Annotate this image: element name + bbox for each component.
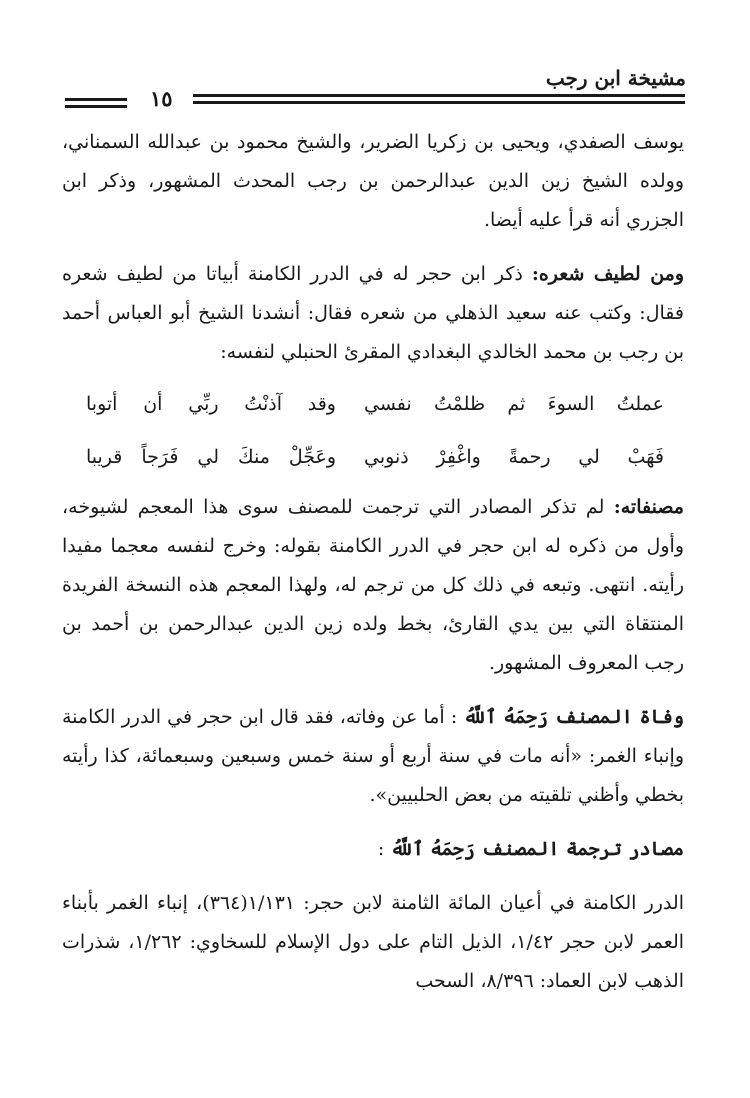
page-body bbox=[62, 123, 684, 1001]
paragraph-works bbox=[62, 488, 684, 683]
header-rule-right bbox=[193, 94, 685, 97]
verse-first-hemistich: عملتُ السوءَ ثم ظلمْتُ نفسي bbox=[364, 393, 664, 415]
header-rule-left bbox=[65, 98, 127, 101]
paragraph-text: يوسف الصفدي، ويحيى بن زكريا الضرير، والشيخ محمود بن عبدالله السمناني، وولده الشيخ زين الدين عبدالرحمن بن رجب المحدث المشهور، وذكر ابن الجزري أنه قرأ عليه أيضا. bbox=[62, 131, 684, 231]
poem-verse bbox=[62, 378, 684, 431]
section-heading-works: مصنفاته: bbox=[613, 496, 684, 518]
paragraph-text: : أما عن وفاته، فقد قال ابن حجر في الدرر الكامنة وإنباء الغمر: «أنه مات في سنة أربع أو سنة خمس وسبعين وسبعمائة، كذا رأيته بخطي وأظني تلقيته من بعض الحلبيين». bbox=[62, 706, 684, 806]
running-title: مشيخة ابن رجب bbox=[545, 66, 686, 90]
paragraph-sources-list bbox=[62, 884, 684, 1001]
section-heading-sources: مصادر ترجمة المصنف رَحِمَهُ ٱللَّهُ bbox=[390, 838, 684, 860]
poem-verse bbox=[62, 431, 684, 484]
paragraph-sources-heading bbox=[62, 830, 684, 869]
verse-second-hemistich: وقد آذنْتُ ربِّي أن أتوبا bbox=[86, 393, 336, 415]
paragraph-death bbox=[62, 698, 684, 815]
page-number: ١٥ bbox=[150, 86, 173, 111]
section-heading-death: وفاة المصنف رَحِمَهُ ٱللَّهُ bbox=[463, 706, 684, 728]
paragraph-text: ذكر ابن حجر له في الدرر الكامنة أبياتا من لطيف شعره فقال: وكتب عنه سعيد الذهلي من شعره فقال: أنشدنا الشيخ أبو العباس أحمد بن رجب بن محمد الخالدي البغدادي المقرئ الحنبلي لنفسه: bbox=[62, 263, 684, 363]
paragraph-text: لم تذكر المصادر التي ترجمت للمصنف سوى هذا المعجم لشيوخه، وأول من ذكره له ابن حجر في الدرر الكامنة بقوله: وخرج لنفسه معجما مفيدا رأيته. انتهى. وتبعه في ذلك كل من ترجم له، ولهذا المعجم هذه النسخة الفريدة المنتقاة التي بين يدي القارئ، بخط ولده زين الدين عبدالرحمن بن أحمد بن رجب المعروف المشهور. bbox=[62, 496, 684, 674]
verse-first-hemistich: فَهَبْ لي رحمةً واغْفِرْ ذنوبي bbox=[364, 446, 664, 468]
paragraph-students bbox=[62, 123, 684, 240]
header-rule-right-lower bbox=[193, 101, 685, 104]
paragraph-text: الدرر الكامنة في أعيان المائة الثامنة لابن حجر: ١/١٣١(٣٦٤)، إنباء الغمر بأبناء العمر لابن حجر ١/٤٢، الذيل التام على دول الإسلام للسخاوي: ١/٢٦٢، شذرات الذهب لابن العماد: ٨/٣٩٦، السحب bbox=[62, 892, 685, 992]
paragraph-text: : bbox=[377, 838, 385, 860]
paragraph-poetry-intro bbox=[62, 255, 684, 372]
section-heading-poetry: ومن لطيف شعره: bbox=[531, 263, 685, 285]
verse-second-hemistich: وعَجِّلْ منكَ لي فَرَجاً قريبا bbox=[86, 446, 336, 468]
poem bbox=[62, 378, 684, 484]
header-rule-left-lower bbox=[65, 105, 127, 108]
